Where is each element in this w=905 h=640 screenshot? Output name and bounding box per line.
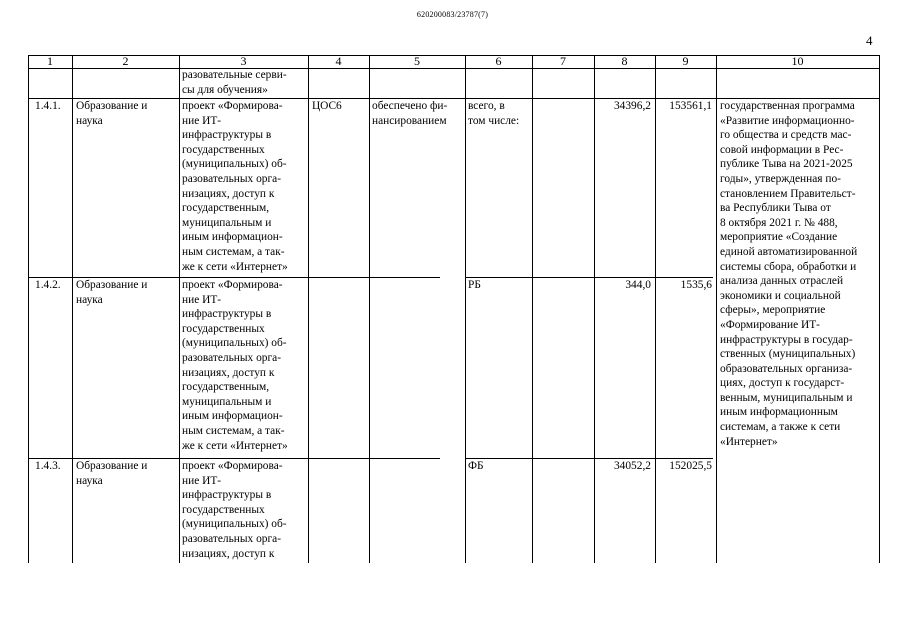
- header-col-6: 6: [495, 54, 502, 68]
- row-3-sector: Образование и наука: [76, 460, 148, 487]
- budget-table: [28, 55, 880, 563]
- header-col-9: 9: [682, 54, 689, 68]
- row-1-value-8: 34396,2: [613, 100, 651, 112]
- row-3-value-9: 152025,5: [669, 460, 712, 472]
- program-description: государственная программа «Развитие информационно- го общества и средств мас- совой информации в Рес- публике Тыва на 2021-2025 годы», утвержденная по- становлением Правительст- ва Республики Тыва от 8 октября 2021 г. № 488, мероприятие «Создание единой автоматизированной системы сбора, обработки и анализа данных отраслей экономики и социальной сферы», мероприятие «Формирование ИТ- инфраструктуры в государ- ственных (муниципальных) образовательных организа- циях, доступ к государст- венным, муниципальным и иным информационным системам, а также к сети «Интернет»: [720, 100, 858, 448]
- page-number: 4: [866, 33, 873, 48]
- row-2-number: 1.4.2.: [35, 279, 61, 291]
- row-2-source: РБ: [468, 279, 481, 291]
- row-3-source: ФБ: [468, 460, 484, 472]
- row-1-number: 1.4.1.: [35, 100, 61, 112]
- row-2-value-8: 344,0: [625, 279, 651, 291]
- row-3-project: проект «Формирова- ние ИТ- инфраструктуры в государственных (муниципальных) об- разовательных орга- низациях, доступ к: [182, 460, 287, 560]
- row-1-project: проект «Формирова- ние ИТ- инфраструктуры в государственных (муниципальных) об- разовательных орга- низациях, доступ к государственным, муниципальным и иным информацион- ным системам, а так- же к сети «Интернет»: [182, 100, 288, 273]
- row-2-sector: Образование и наука: [76, 279, 148, 306]
- row-1-sector: Образование и наука: [76, 100, 148, 127]
- row-2-value-9: 1535,6: [680, 279, 712, 291]
- header-col-8: 8: [621, 54, 628, 68]
- header-col-3: 3: [240, 54, 247, 68]
- row-1-code: ЦОС6: [312, 100, 342, 112]
- header-col-10: 10: [791, 54, 804, 68]
- header-col-2: 2: [122, 54, 129, 68]
- document-id: 620200083/23787(7): [416, 10, 489, 19]
- row-1-value-9: 153561,1: [669, 100, 712, 112]
- row-1-status: обеспечено фи- нансированием: [372, 100, 448, 127]
- header-col-4: 4: [335, 54, 342, 68]
- row-2-project: проект «Формирова- ние ИТ- инфраструктуры в государственных (муниципальных) об- разовательных орга- низациях, доступ к государственным, муниципальным и иным информацион- ным системам, а так- же к сети «Интернет»: [182, 279, 288, 452]
- continuation-text: разовательные серви- сы для обучения»: [182, 69, 287, 96]
- row-3-number: 1.4.3.: [35, 460, 61, 472]
- header-col-5: 5: [414, 54, 420, 68]
- header-col-1: 1: [47, 54, 53, 68]
- row-3-value-8: 34052,2: [613, 460, 651, 472]
- row-1-source: всего, в том числе:: [468, 100, 520, 127]
- header-col-7: 7: [560, 54, 566, 68]
